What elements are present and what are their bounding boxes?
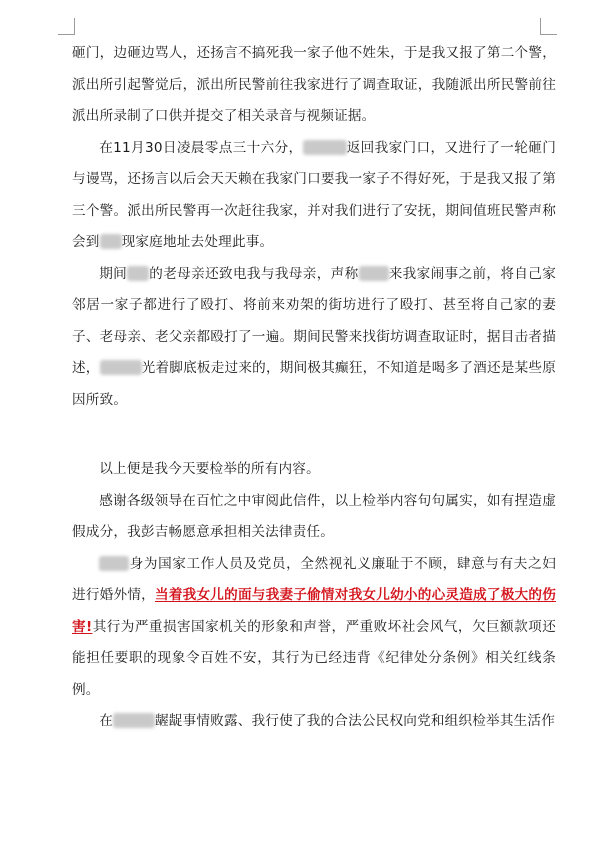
redaction-blur	[100, 234, 122, 249]
redaction-blur	[359, 266, 389, 281]
paragraph-2: 在11月30日凌晨零点三十六分， 返回我家门口，又进行了一轮砸门与谩骂，还扬言以后会天天赖在我家门口要我一家子不得好死，于是我又报了第三个警。派出所民警再一次赶往我家，并对我们进行了安抚，期间值班民警声称会到 现家庭地址去处理此事。	[72, 139, 556, 250]
paragraph-spacer	[72, 416, 556, 454]
paragraph-6: 身为国家工作人员及党员，全然视礼义廉耻于不顾，肆意与有夫之妇进行婚外情，当着我女儿的面与我妻子偷情对我女儿幼小的心灵造成了极大的伤害!其行为严重损害国家机关的形象和声誉，严重败坏社会风气，欠巨额款项还能担任要职的现象令百姓不安，其行为已经违背《纪律处分条例》相关红线条例。	[72, 555, 556, 698]
redaction-blur	[99, 556, 129, 571]
paragraph-3: 期间 的老母亲还致电我与我母亲，声称 来我家闹事之前，将自己家邻居一家子都进行了殴打、将前来劝架的街坊进行了殴打、甚至将自己家的妻子、老母亲、老父亲都殴打了一遍。期间民警来找街坊调查取证时，据目击者描述， 光着脚底板走过来的，期间极其癫狂，不知道是喝多了酒还是某些原因所致。	[72, 265, 556, 408]
paragraph-7: 在 龌龊事情败露、我行使了我的合法公民权向党和组织检举其生活作	[99, 713, 556, 729]
paragraph-5: 感谢各级领导在百忙之中审阅此信件，以上检举内容句句属实，如有捏造虚假成分，我彭吉畅愿意承担相关法律责任。	[72, 492, 556, 540]
redaction-blur	[113, 713, 155, 728]
crop-mark-top-right	[540, 18, 557, 35]
highlighted-statement: 当着我女儿的面与我妻子偷情对我女儿幼小的心灵造成了极大的伤害!	[72, 587, 556, 635]
crop-mark-top-left	[58, 18, 75, 35]
redaction-blur	[127, 266, 149, 281]
document-body	[72, 38, 556, 738]
redaction-blur	[303, 140, 347, 155]
paragraph-4: 以上便是我今天要检举的所有内容。	[99, 461, 320, 477]
paragraph-1: 砸门，边砸边骂人，还扬言不搞死我一家子他不姓朱，于是我又报了第二个警，派出所引起警觉后，派出所民警前往我家进行了调查取证，我随派出所民警前往派出所录制了口供并提交了相关录音与视频证据。	[72, 45, 556, 124]
redaction-blur	[100, 360, 142, 375]
